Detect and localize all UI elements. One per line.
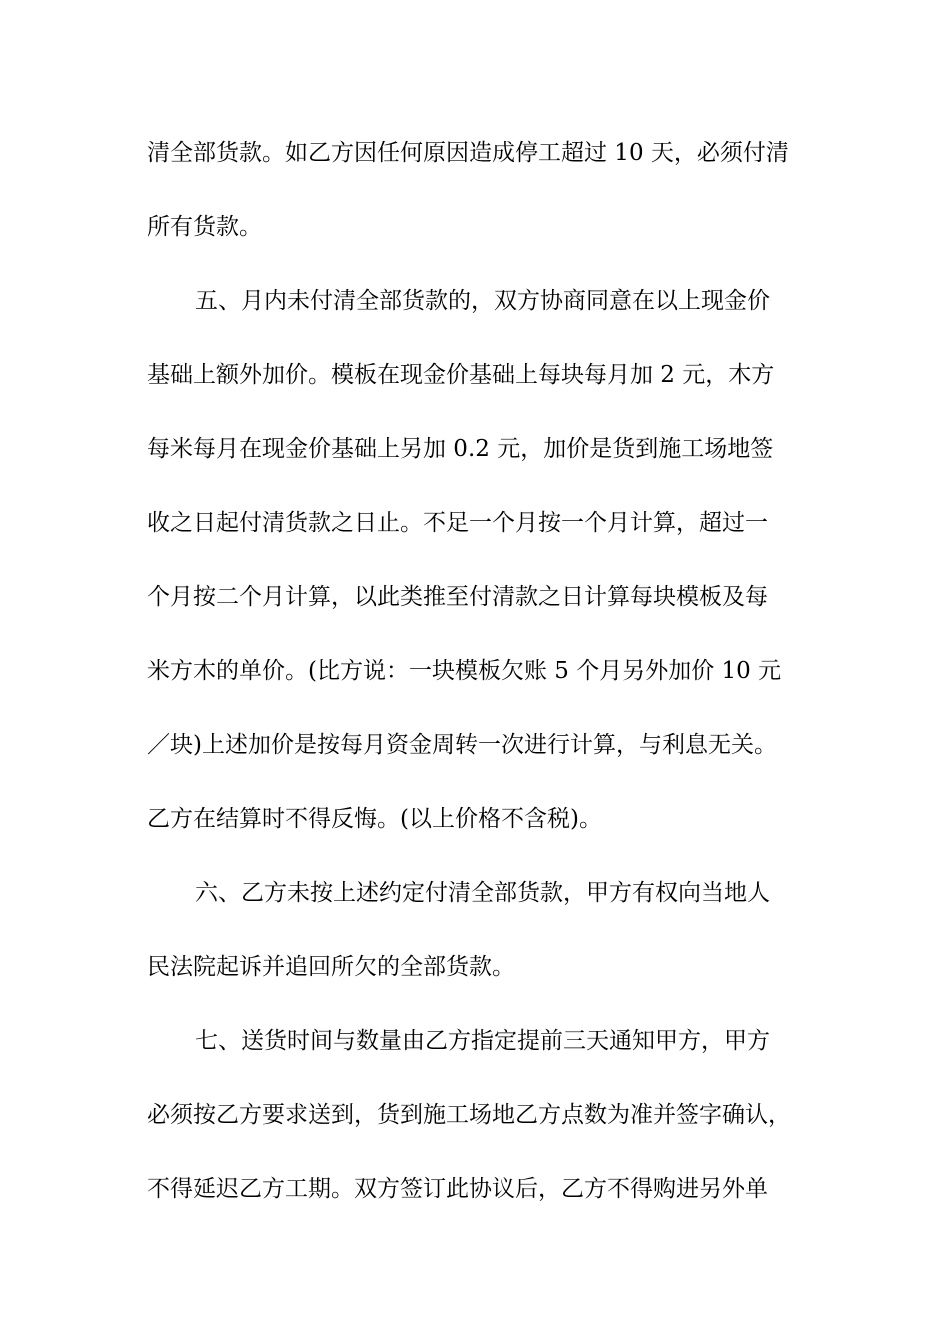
paragraph-line: 基础上额外加价。模板在现金价基础上每块每月加 2 元，木方: [147, 362, 775, 388]
paragraph-line: 每米每月在现金价基础上另加 0.2 元，加价是货到施工场地签: [147, 436, 774, 462]
paragraph-line: 个月按二个月计算，以此类推至付清款之日计算每块模板及每: [147, 584, 768, 610]
paragraph-line: 五、月内未付清全部货款的，双方协商同意在以上现金价: [195, 288, 770, 314]
paragraph-line: 收之日起付清货款之日止。不足一个月按一个月计算，超过一: [147, 510, 768, 536]
paragraph-line: 不得延迟乙方工期。双方签订此协议后，乙方不得购进另外单: [147, 1176, 768, 1202]
paragraph-line: 清全部货款。如乙方因任何原因造成停工超过 10 天，必须付清: [147, 140, 789, 166]
paragraph-line: 民法院起诉并追回所欠的全部货款。: [147, 954, 515, 980]
paragraph-line: 必须按乙方要求送到，货到施工场地乙方点数为准并签字确认，: [147, 1102, 791, 1128]
paragraph-line: ／块)上述加价是按每月资金周转一次进行计算，与利息无关。: [147, 732, 777, 758]
paragraph-line: 七、送货时间与数量由乙方指定提前三天通知甲方，甲方: [195, 1028, 770, 1054]
paragraph-line: 所有货款。: [147, 214, 262, 240]
paragraph-line: 米方木的单价。(比方说：一块模板欠账 5 个月另外加价 10 元: [147, 658, 782, 684]
paragraph-line: 乙方在结算时不得反悔。(以上价格不含税)。: [147, 806, 602, 832]
paragraph-line: 六、乙方未按上述约定付清全部货款，甲方有权向当地人: [195, 880, 770, 906]
